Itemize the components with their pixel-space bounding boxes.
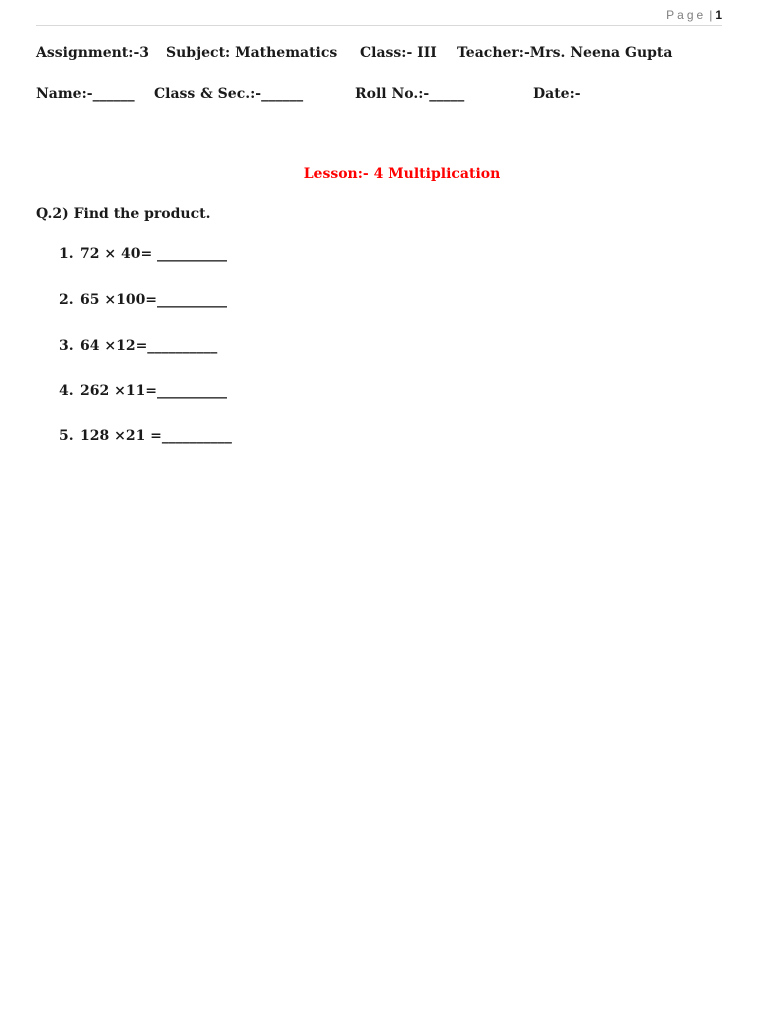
class-level: Class:- III [360,45,437,61]
lesson-title: Lesson:- 4 Multiplication [303,166,501,182]
page-separator: | [709,8,713,22]
class-section-field: Class & Sec.:-______ [154,86,304,102]
roll-number-field: Roll No.:-_____ [355,86,465,102]
page-number-header [666,8,722,22]
assignment-number: Assignment:-3 [36,45,149,61]
question-heading: Q.2) Find the product. [36,206,211,222]
teacher: Teacher:-Mrs. Neena Gupta [457,45,673,61]
problem-index: 2. [59,292,74,308]
date-field: Date:- [533,86,581,102]
problem-item [59,338,217,354]
problem-text: 128 ×21 =__________ [80,428,232,444]
page-label: Page [666,8,707,22]
problem-item [59,383,227,399]
problem-text: 64 ×12=__________ [80,338,218,354]
page-number: 1 [715,8,722,22]
problem-item [59,292,227,308]
problem-item [59,246,227,262]
problem-index: 3. [59,338,74,354]
problem-index: 4. [59,383,74,399]
problem-item [59,428,232,444]
name-field: Name:-______ [36,86,135,102]
header-divider [36,25,722,26]
problem-text: 72 × 40= __________ [80,246,228,262]
problem-index: 5. [59,428,74,444]
problem-index: 1. [59,246,74,262]
problem-text: 65 ×100=__________ [80,292,228,308]
subject: Subject: Mathematics [166,45,338,61]
problem-text: 262 ×11=__________ [80,383,228,399]
